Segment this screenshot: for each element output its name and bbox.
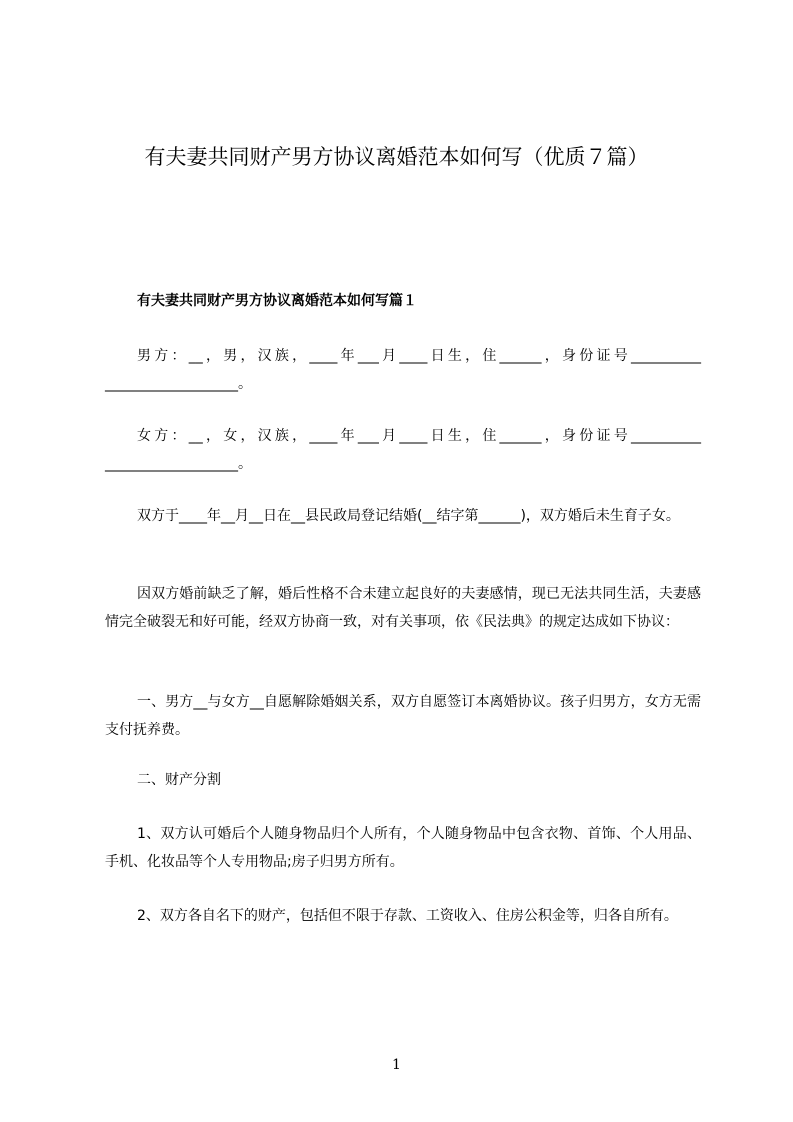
page-number: 1 bbox=[392, 1057, 401, 1073]
paragraph-male-party: 男方：__，男，汉族，____年___月____日生，住______，身份证号__________ ___________________。 bbox=[105, 348, 701, 392]
document-title: 有夫妻共同财产男方协议离婚范本如何写（优质７篇） bbox=[144, 145, 649, 169]
paragraph-clause-one: 一、男方__与女方__自愿解除婚姻关系，双方自愿签订本离婚协议。孩子归男方，女方无需支付抚养费。 bbox=[105, 694, 701, 738]
paragraph-property-item-two: 2、双方各自名下的财产，包括但不限于存款、工资收入、住房公积金等，归各自所有。 bbox=[137, 908, 678, 924]
paragraph-marriage-registration: 双方于____年__月__日在__县民政局登记结婚(__结字第______)，双方婚后未生育子女。 bbox=[137, 508, 680, 524]
paragraph-property-item-one: 1、双方认可婚后个人随身物品归个人所有，个人随身物品中包含衣物、首饰、个人用品、手机、化妆品等个人专用物品;房子归男方所有。 bbox=[105, 826, 701, 870]
paragraph-divorce-reason: 因双方婚前缺乏了解，婚后性格不合未建立起良好的夫妻感情，现已无法共同生活，夫妻感情完全破裂无和好可能，经双方协商一致，对有关事项，依《民法典》的规定达成如下协议： bbox=[105, 586, 701, 630]
paragraph-clause-two-heading: 二、财产分割 bbox=[137, 772, 221, 788]
paragraph-female-party: 女方：__，女，汉族，____年___月____日生，住______，身份证号__________ ___________________。 bbox=[105, 428, 701, 472]
section-heading: 有夫妻共同财产男方协议离婚范本如何写篇１ bbox=[137, 293, 417, 309]
